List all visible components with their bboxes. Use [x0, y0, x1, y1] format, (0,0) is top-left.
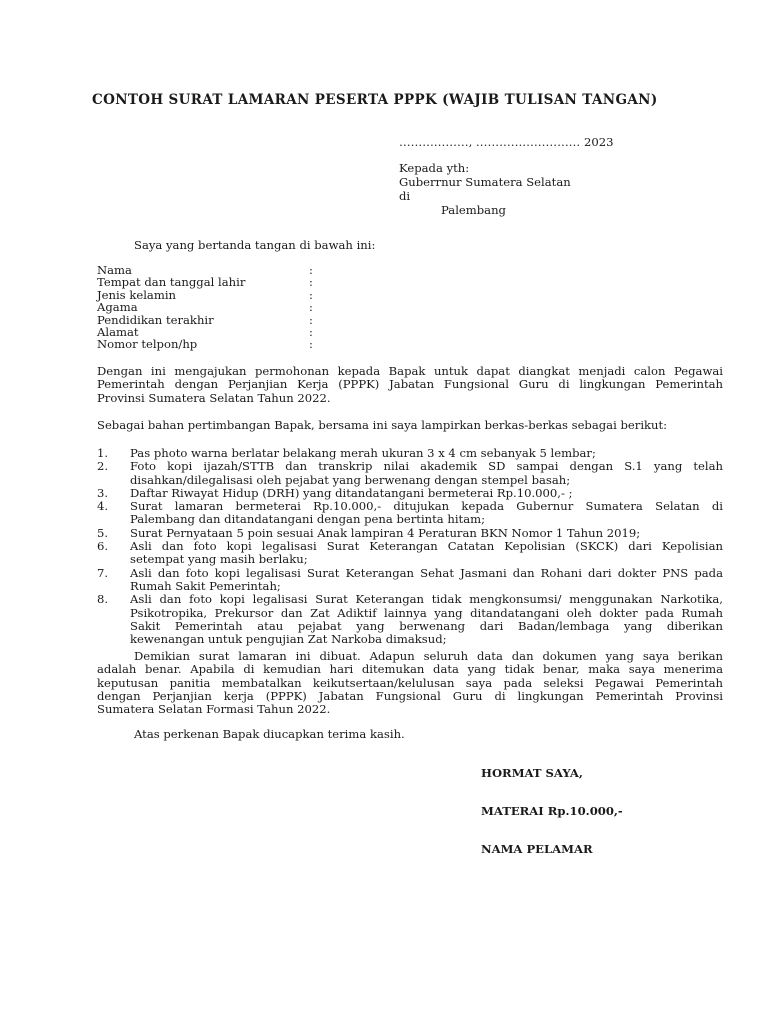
form-colon: :: [309, 300, 313, 315]
signature-stamp: MATERAI Rp.10.000,-: [481, 804, 623, 818]
recipient-block: [399, 161, 571, 217]
form-colon: :: [309, 263, 313, 277]
list-line: Pas photo warna berlatar belakang merah ukuran 3 x 4 cm sebanyak 5 lembar;: [130, 446, 596, 460]
list-line: kewenangan untuk pengujian Zat Narkoba dimaksud;: [130, 632, 447, 647]
paragraph-line: adalah benar. Apabila di kemudian hari ditemukan data yang tidak benar, maka saya menerima: [97, 662, 723, 677]
statement-paragraph: [97, 650, 723, 716]
recipient-greeting: Kepada yth:: [399, 161, 470, 175]
list-item: [97, 500, 723, 527]
intro-text: Saya yang bertanda tangan di bawah ini:: [134, 238, 376, 252]
list-line: Asli dan foto kopi legalisasi Surat Keterangan tidak mengkonsumsi/ menggunakan Narkotika,: [130, 592, 723, 607]
recipient-name: Guberrnur Sumatera Selatan: [399, 175, 571, 189]
paragraph-line: Demikian surat lamaran ini dibuat. Adapun seluruh data dan dokumen yang saya berikan: [134, 649, 723, 663]
list-number: 4.: [97, 499, 109, 514]
page-title: CONTOH SURAT LAMARAN PESERTA PPPK (WAJIB TULISAN TANGAN): [92, 92, 658, 108]
list-line: Asli dan foto kopi legalisasi Surat Keterangan Sehat Jasmani dan Rohani dari dokter PNS pada: [130, 565, 723, 580]
list-number: 1.: [97, 446, 109, 460]
list-number: 2.: [97, 459, 109, 474]
form-row-phone: [97, 337, 313, 352]
paragraph-line: Pemerintah dengan Perjanjian Kerja (PPPK) Jabatan Fungsional Guru di lingkungan Pemerintah: [97, 377, 723, 392]
list-item: [97, 593, 723, 646]
signature-regards: HORMAT SAYA,: [481, 766, 583, 780]
signature-name: NAMA PELAMAR: [481, 842, 593, 856]
list-item: [97, 487, 723, 500]
paragraph-line: Dengan ini mengajukan permohonan kepada Bapak untuk dapat diangkat menjadi calon Pegawai: [97, 364, 723, 378]
form-colon: :: [309, 312, 313, 327]
list-line: Rumah Sakit Pemerintah;: [130, 578, 281, 593]
list-line: disahkan/dilegalisasi oleh pejabat yang berwenang dengan stempel basah;: [130, 472, 571, 487]
list-line: Surat lamaran bermeterai Rp.10.000,- ditujukan kepada Gubernur Sumatera Selatan di: [130, 499, 723, 514]
form-label: Tempat dan tanggal lahir: [97, 275, 246, 290]
list-number: 3.: [97, 485, 109, 500]
application-paragraph: [97, 365, 723, 405]
list-line: Psikotropika, Prekursor dan Zat Adiktif lainnya yang ditandatangani oleh dokter pada Rumah: [130, 605, 723, 620]
list-item: [97, 540, 723, 567]
list-line: setempat yang masih berlaku;: [130, 552, 308, 567]
form-colon: :: [309, 324, 313, 339]
attachments-intro: Sebagai bahan pertimbangan Bapak, bersama ini saya lampirkan berkas-berkas sebagai berikut:: [97, 418, 668, 432]
applicant-form: [97, 263, 313, 352]
recipient-di: di: [399, 189, 411, 203]
list-number: 8.: [97, 592, 109, 607]
list-line: Sakit Pemerintah atau pejabat yang berwenang dari Badan/lembaga yang diberikan: [130, 618, 723, 633]
closing-text: Atas perkenan Bapak diucapkan terima kasih.: [134, 727, 405, 741]
recipient-city: Palembang: [441, 203, 506, 217]
form-label: Nomor telpon/hp: [97, 337, 198, 352]
paragraph-line: dengan Perjanjian kerja (PPPK) Jabatan Fungsional Guru di lingkungan Pemerintah Provinsi: [97, 688, 723, 703]
paragraph-line: Provinsi Sumatera Selatan Tahun 2022.: [97, 390, 331, 405]
list-number: 5.: [97, 525, 109, 540]
list-item: [97, 567, 723, 594]
list-number: 6.: [97, 539, 109, 554]
list-line: Asli dan foto kopi legalisasi Surat Keterangan Catatan Kepolisian (SKCK) dari Kepolisian: [130, 539, 723, 554]
form-colon: :: [309, 287, 313, 302]
list-number: 7.: [97, 565, 109, 580]
form-label: Agama: [97, 300, 138, 315]
form-label: Nama: [97, 263, 132, 277]
list-line: Palembang dan ditandatangani dengan pena bertinta hitam;: [130, 512, 486, 527]
list-item: [97, 447, 723, 460]
form-label: Jenis kelamin: [97, 287, 176, 302]
form-colon: :: [309, 337, 313, 352]
form-label: Alamat: [97, 324, 139, 339]
form-label: Pendidikan terakhir: [97, 312, 214, 327]
list-line: Foto kopi ijazah/STTB dan transkrip nilai akademik SD sampai dengan S.1 yang telah: [130, 459, 723, 474]
list-item: [97, 460, 723, 487]
list-line: Daftar Riwayat Hidup (DRH) yang ditandatangani bermeterai Rp.10.000,- ;: [130, 485, 573, 500]
attachments-list: [97, 447, 723, 646]
form-colon: :: [309, 275, 313, 290]
date-line: ………………, ……………………… 2023: [399, 135, 614, 149]
paragraph-line: Sumatera Selatan Formasi Tahun 2022.: [97, 702, 331, 717]
list-line: Surat Pernyataan 5 poin sesuai Anak lampiran 4 Peraturan BKN Nomor 1 Tahun 2019;: [130, 525, 641, 540]
paragraph-line: keputusan panitia membatalkan keikutsertaan/kelulusan saya pada seleksi Pegawai Pemerintah: [97, 675, 723, 690]
list-item: [97, 527, 723, 540]
